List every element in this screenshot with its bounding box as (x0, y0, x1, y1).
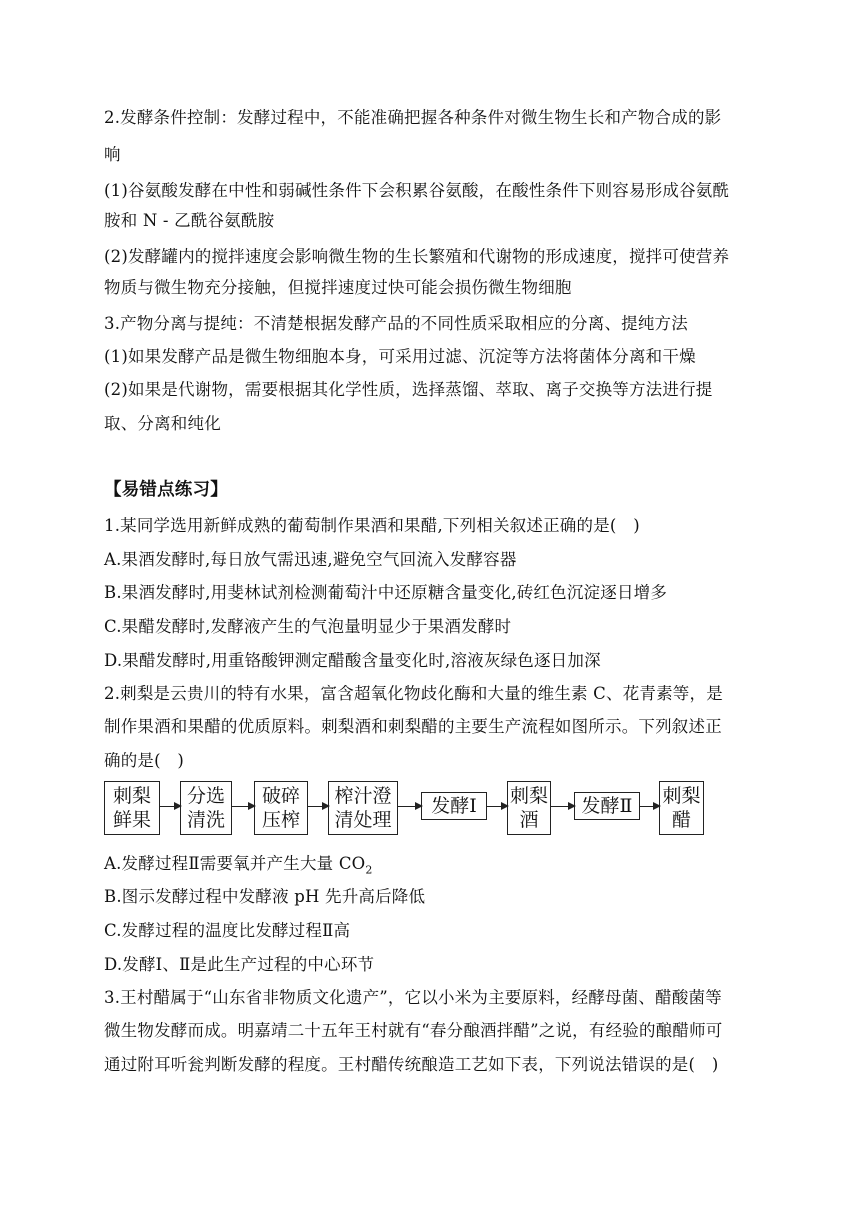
question-2-stem-line: 制作果酒和果醋的优质原料。刺梨酒和刺梨醋的主要生产流程如图所示。下列叙述正 (104, 717, 722, 736)
question-1-option-b: B.果酒发酵时,用斐林试剂检测葡萄汁中还原糖含量变化,砖红色沉淀逐日增多 (104, 583, 668, 602)
flow-arrow (232, 806, 254, 807)
text-line: 响 (104, 145, 121, 164)
question-2-option-c: C.发酵过程的温度比发酵过程Ⅱ高 (104, 921, 351, 940)
text-line: (2)发酵罐内的搅拌速度会影响微生物的生长繁殖和代谢物的形成速度，搅拌可使营养 (104, 247, 730, 266)
flow-arrow (551, 806, 574, 807)
production-flow-diagram (104, 775, 704, 835)
section-heading: 【易错点练习】 (104, 480, 228, 500)
text-line: (2)如果是代谢物，需要根据其化学性质，选择蒸馏、萃取、离子交换等方法进行提 (104, 380, 713, 399)
text-line: 物质与微生物充分接触，但搅拌速度过快可能会损伤微生物细胞 (104, 278, 572, 297)
flow-step-vinegar: 刺梨 醋 (659, 781, 704, 835)
flow-step-juice-clarify: 榨汁澄 清处理 (328, 781, 398, 835)
text-line: (1)如果发酵产品是微生物细胞本身，可采用过滤、沉淀等方法将菌体分离和干燥 (104, 347, 696, 366)
text-line: (1)谷氨酸发酵在中性和弱碱性条件下会积累谷氨酸，在酸性条件下则容易形成谷氨酰 (104, 181, 730, 200)
flow-step-wine: 刺梨 酒 (507, 781, 551, 835)
flow-arrow (487, 806, 507, 807)
text-line: 取、分离和纯化 (104, 414, 221, 433)
question-1-option-a: A.果酒发酵时,每日放气需迅速,避免空气回流入发酵容器 (104, 550, 517, 569)
question-2-option-d: D.发酵Ⅰ、Ⅱ是此生产过程的中心环节 (104, 955, 375, 974)
question-2-option-b: B.图示发酵过程中发酵液 pH 先升高后降低 (104, 887, 426, 906)
flow-step-crush-press: 破碎 压榨 (254, 781, 308, 835)
question-3-stem-line: 3.王村醋属于“山东省非物质文化遗产”，它以小米为主要原料，经酵母菌、醋酸菌等 (104, 988, 722, 1007)
question-2-stem-line: 2.刺梨是云贵川的特有水果，富含超氧化物歧化酶和大量的维生素 C、花青素等，是 (104, 684, 723, 703)
text-line: 2.发酵条件控制：发酵过程中，不能准确把握各种条件对微生物生长和产物合成的影 (104, 108, 722, 127)
text-line: 胺和 N - 乙酰谷氨酰胺 (104, 211, 275, 230)
flow-arrow (640, 806, 659, 807)
text-line: 3.产物分离与提纯：不清楚根据发酵产品的不同性质采取相应的分离、提纯方法 (104, 314, 688, 333)
question-2-stem-line: 确的是( ) (104, 751, 185, 770)
question-1-stem: 1.某同学选用新鲜成熟的葡萄制作果酒和果醋,下列相关叙述正确的是( ) (104, 516, 640, 535)
flow-step-fermentation-1: 发酵Ⅰ (421, 792, 487, 820)
flow-step-fermentation-2: 发酵Ⅱ (574, 792, 640, 820)
question-1-option-c: C.果醋发酵时,发酵液产生的气泡量明显少于果酒发酵时 (104, 617, 512, 636)
flow-arrow (398, 806, 421, 807)
question-3-stem-line: 通过附耳听瓮判断发酵的程度。王村醋传统酿造工艺如下表，下列说法错误的是( ) (104, 1055, 719, 1074)
flow-step-sort-wash: 分选 清洗 (180, 781, 232, 835)
flow-step-fresh-fruit: 刺梨 鲜果 (104, 781, 160, 835)
question-2-option-a: A.发酵过程Ⅱ需要氧并产生大量 $CO_2$ (104, 854, 373, 877)
question-3-stem-line: 微生物发酵而成。明嘉靖二十五年王村就有“春分酿酒拌醋”之说，有经验的酿醋师可 (104, 1021, 723, 1040)
flow-arrow (308, 806, 328, 807)
question-1-option-d: D.果醋发酵时,用重铬酸钾测定醋酸含量变化时,溶液灰绿色逐日加深 (104, 651, 601, 670)
flow-arrow (160, 806, 180, 807)
